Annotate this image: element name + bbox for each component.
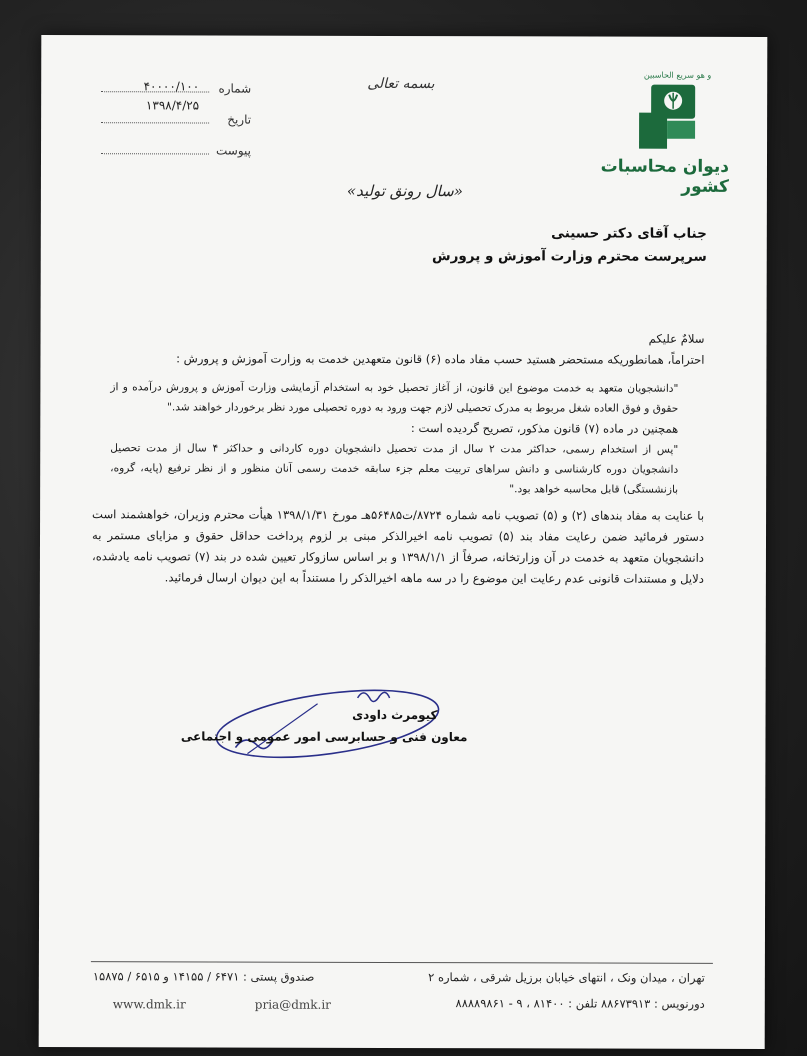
- footer-address: تهران ، میدان ونک ، انتهای خیابان برزیل شرقی ، شماره ۲: [428, 970, 705, 985]
- reference-number-row: [101, 81, 251, 99]
- addressee-title: سرپرست محترم وزارت آموزش و پرورش: [431, 248, 707, 265]
- addressee-block: [307, 222, 707, 269]
- footer-po-box: صندوق پستی : ۶۴۷۱ / ۱۴۱۵۵ و ۶۵۱۵ / ۱۵۸۷۵: [92, 969, 315, 984]
- signatory-title: معاون فنی و حسابرسی امور عمومی و اجتماعی: [180, 729, 468, 745]
- organization-name: دیوان محاسبات کشور: [600, 156, 730, 197]
- organization-logo: [600, 70, 730, 197]
- bismillah-heading: بسمه تعالی: [367, 75, 435, 93]
- number-label: شماره: [218, 81, 252, 96]
- footer-fax-phone: دورنویس : ۸۸۶۷۳۹۱۳ تلفن : ۸۱۴۰۰ ، ۹ - ۸۸۸۸۹۸۶۱: [455, 996, 705, 1011]
- letter-body: [92, 327, 705, 590]
- conclusion-paragraph: با عنایت به مفاد بندهای (۲) و (۵) تصویب نامه شماره ۸۷۲۴/ت۵۶۴۸۵هـ مورخ ۱۳۹۸/۱/۳۱ هیأت محترم وزیران، خواهشمند است دستور فرمائید ضمن رعایت مفاد بند (۵) تصویب نامه اخیرالذکر مبنی بر لزوم پرداخت حداقل حقوق و مزایای مستمر به دانشجویان متعهد به خدمت در آن وزارتخانه، صرفاً از ۱۳۹۸/۱/۱ و بر اساس سازوکار تعیین شده در بند (۷) تصویب نامه یادشده، دلایل و مستندات قانونی عدم رعایت این موضوع را در سه ماهه اخیرالذکر را مستنداً به این دیوان ارسال فرمائید.: [91, 507, 705, 586]
- year-slogan: «سال رونق تولید»: [346, 181, 463, 201]
- reference-date-row: [101, 98, 252, 130]
- signatory-name: کیومرث داودی: [352, 707, 438, 723]
- date-label: تاریخ: [227, 112, 252, 127]
- date-value: ۱۳۹۸/۴/۲۵: [145, 98, 200, 113]
- letter-page: [39, 35, 768, 1049]
- greeting: سلامٌ علیکم: [648, 331, 705, 346]
- footer-email[interactable]: pria@dmk.ir: [254, 997, 331, 1012]
- reference-attachment-row: [101, 143, 251, 161]
- attachment-label: پیوست: [216, 143, 252, 158]
- intro-article-7: همچنین در ماده (۷) قانون مذکور، تصریح گردیده است :: [410, 421, 679, 436]
- quote-article-7: "پس از استخدام رسمی، حداکثر مدت ۲ سال از مدت تحصیل دانشجویان دوره کاردانی و حداکثر ۴ سال از مدت تحصیل دانشجویان دوره کارشناسی و دانش سراهای تربیت معلم جزء سابقه خدمت رسمی آنان منظور و از نظر ترفیع (پایه، گروه، بازنشستگی) قابل محاسبه خواهد بود.": [110, 442, 679, 496]
- number-value: ۴۰۰۰۰/۱۰۰: [143, 79, 200, 94]
- emblem-icon: [631, 83, 701, 155]
- footer-divider: [91, 961, 713, 964]
- signature-block: [180, 683, 468, 774]
- footer-website[interactable]: www.dmk.ir: [112, 997, 186, 1012]
- intro-paragraph: احتراماً، همانطوریکه مستحضر هستید حسب مفاد ماده (۶) قانون متعهدین خدمت به وزارت آموزش و پرورش :: [176, 351, 705, 367]
- addressee-name: جناب آقای دکتر حسینی: [551, 225, 707, 242]
- quote-article-6: "دانشجویان متعهد به خدمت موضوع این قانون، از آغاز تحصیل خود به استخدام آزمایشی وزارت آموزش و پرورش درآمده و از حقوق و فوق العاده شغل مربوط به مدرک تحصیلی لازم جهت ورود به دوره تحصیلی مورد نظر برخوردار خواهند شد.": [110, 381, 679, 415]
- logo-motto: و هو سریع الحاسبین: [643, 70, 712, 80]
